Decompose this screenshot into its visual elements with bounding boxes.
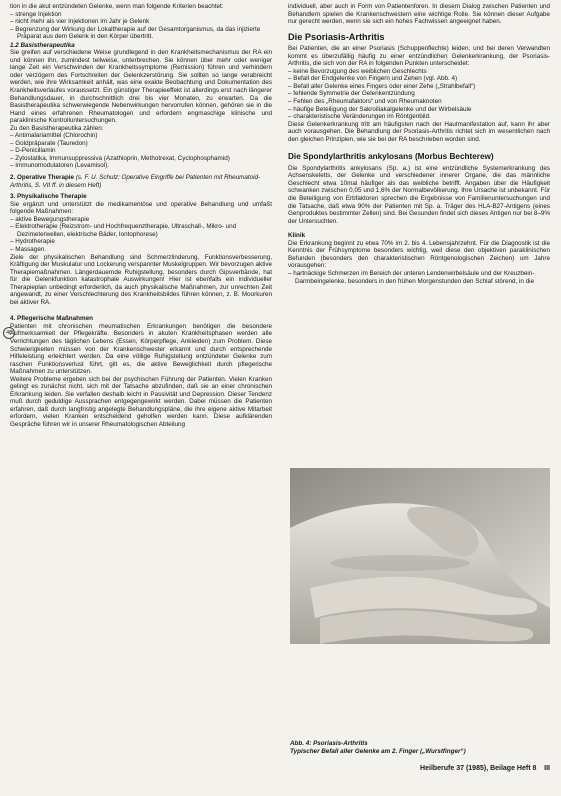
klinik-heading: Klinik	[288, 232, 306, 240]
figure-hand-photo	[290, 468, 550, 644]
list-item: – Elektrotherapie (Reizstrom- und Hochfrequenztherapie, Ultraschall-, Mikro- und Dezimeterwellen, elektrische Bäder, Iontophorese)	[10, 223, 272, 238]
psoriasis-list	[288, 68, 550, 121]
list-item: – Befall der Endgelenke von Fingern und Zehen (vgl. Abb. 4)	[288, 75, 550, 83]
basistherapie-list-intro: Zu den Basistherapeutika zählen:	[10, 124, 104, 132]
list-item: – keine Bevorzugung des weiblichen Geschlechts	[288, 68, 550, 76]
physical-text-2: Ziele der physikalischen Behandlung sind Schmerzlinderung, Funktionsverbesserung, Kräftigung der Muskulatur und Lockerung verspannter Muskelgruppen. Wir bevorzugen aktive Therapiemaßnahmen. Längerdauernde Ruhigstellung, besonders durch Gipsverbände, hat für die Gelenkfunktion katastrophale Auswirkungen! Hier ist ebenfalls ein individueller Therapieplan unbedingt erforderlich, da auch physikalische Maßnahmen, zur unrechten Zeit angewandt, zu einer Verschlechterung des Krankheitsbildes führen können, z. B. Moorkuren bei aktiver RA.	[10, 253, 272, 306]
klinik-list	[288, 270, 550, 285]
basistherapie-heading: 1.2 Basistherapeutika	[10, 41, 75, 49]
psoriasis-heading: Die Psoriasis-Arthritis	[288, 31, 385, 42]
list-item: – nicht mehr als vier Injektionen im Jahr je Gelenk	[10, 18, 272, 26]
spondyl-text: Die Spondylarthritis ankylosans (Sp. a.) ist eine entzündliche Systemerkrankung des Achsenskeletts, der Gelenke und verschiedener innerer Organe, die das männliche Geschlecht etwa 10mal häufiger als das weibliche betrifft. Angaben über die Häufigkeit schwanken zwischen 0,05 und 1,6% der Normalbevölkerung. Ihre Ursache ist unbekannt. Für die Beteiligung von Erbfaktoren sprechen die Ergebnisse von Familienuntersuchungen und die Tatsache, daß etwa 90% der Patienten mit Sp. a. Träger des HLA-B27-Antigens (eines Genproduktes bestimmter Zellen) sind. Bei Gesunden findet sich dieses Antigen nur bei 8–9% der Untersuchten.	[288, 164, 550, 225]
list-item: – fehlende Symmetrie der Gelenkentzündung	[288, 90, 550, 98]
left-column	[10, 3, 272, 429]
hand-photo-icon	[290, 468, 550, 644]
right-column	[288, 3, 550, 285]
list-item: – D-Penicillamin	[10, 147, 272, 155]
list-item: – Immunomodulatoren (Levamisol).	[10, 162, 272, 170]
psoriasis-text-2: Diese Gelenkerkrankung tritt am häufigsten nach der Hautmanifestation auf, kann ihr aber auch vorausgehen. Die Behandlung der Psoriasis-Arthritis richtet sich im wesentlichen nach den gleichen Prinzipien, wie sie bei der RA beschrieben worden sind.	[288, 120, 550, 143]
shadow	[330, 555, 470, 571]
list-item: – Zytostatika, Immunsuppressiva (Azathioprin, Methotrexat, Cyclophosphamid)	[10, 155, 272, 163]
operative-reference: (s. F. U. Schulz: Operative Eingriffe bei Patienten mit Rheumatoid-Arthritis, S. VII ff. in diesem Heft)	[10, 174, 261, 189]
list-item: – Begrenzung der Wirkung der Lokaltherapie auf der Gesamtorganismus, da das injizierte Präparat aus dem Gelenk in den Körper übertritt.	[10, 26, 272, 41]
klinik-text: Die Erkrankung beginnt zu etwa 70% im 2. bis 4. Lebensjahrzehnt. Für die Diagnostik ist die Kenntnis der Frühsymptome besonders wichtig, weil diese den objektiven paraklinischen Befunden (besonders den charakteristischen Röntgenologischen Zeichen) um Jahre vorausgehen:	[288, 239, 550, 270]
physical-heading: 3. Physikalische Therapie	[10, 193, 87, 201]
footer-text: Heilberufe 37 (1985), Beilage Heft 8	[420, 765, 537, 772]
right-intro: individuell, aber auch in Form von Patientenforen. In diesem Dialog zwischen Patienten und Behandlern spielen die Krankenschwestern eine wichtige Rolle. Sie können dieser Aufgabe nur gerecht werden, wenn sie sich ein hohes Fachwissen angeeignet haben.	[288, 3, 550, 26]
psoriasis-text: Bei Patienten, die an einer Psoriasis (Schuppenflechte) leiden, und bei deren Verwandten kommt es überzufällig häufig zu einer entzündlichen Gelenkerkrankung, der Psoriasis-Arthritis, die sich von der RA in folgenden Punkten unterscheidet:	[288, 45, 550, 68]
list-item: – strenge Injektion	[10, 11, 272, 19]
left-intro: tion in die akut entzündeten Gelenke, wenn man folgende Kriterien beachtet:	[10, 3, 224, 10]
physical-list	[10, 216, 272, 254]
list-item: – Hydrotherapie	[10, 238, 272, 246]
list-item: – Goldpräparate (Tauredon)	[10, 140, 272, 148]
list-item: – Antimalariamittel (Chlorochin)	[10, 132, 272, 140]
list-item: – Fehlen des „Rheumafaktors“ und von Rheumaknoten	[288, 98, 550, 106]
nursing-text: Patienten mit chronischen rheumatischen Erkrankungen benötigen die besondere Aufmerksamkeit der Pflegekräfte. Besonders in akuten Krankheitsphasen werden alle Verrichtungen des täglichen Lebens (Essen, Körperpflege, Ankleiden) zum Problem. Diese Schwierigkeiten müssen von der Krankenschwester erkannt und durch entsprechende Hilfeleistung erleichtert werden. Da eine völlige Ruhigstellung entzündeter Gelenke zum raschen Funktionsverlust führt, gilt es, die aktive Beweglichkeit durch pflegerische Maßnahmen zu unterstützen.	[10, 322, 272, 376]
list-item: – Massagen.	[10, 246, 272, 254]
spondyl-heading: Die Spondylarthritis ankylosans (Morbus Bechterew)	[288, 152, 494, 162]
figure-caption-label: Abb. 4:	[290, 740, 312, 747]
operative-heading	[10, 174, 272, 189]
list-item: – charakteristische Veränderungen im Röntgenbild.	[288, 113, 550, 121]
nursing-text-2: Weitere Probleme ergeben sich bei der psychischen Führung der Patienten. Vielen Kranken gelingt es zunächst nicht, sich mit der Tatsache abzufinden, daß sie an einer chronischen Erkrankung leiden. Sie verfallen deshalb leicht in Passivität und Depression. Dieser Tendenz muß durch geduldige Aussprachen entgegengewirkt werden. Dabei müssen die Patienten erfahren, daß durch langfristig angelegte Behandlungspläne, die ihre eigene aktive Mitarbeit erfordern, vielen Kranken entscheidend geholfen werden kann. Diese aufklärenden Gespräche führen wir in unserer Rheumatologischen Abteilung	[10, 375, 272, 428]
page-number: III	[544, 765, 550, 772]
list-item: – aktive Bewegungstherapie	[10, 216, 272, 224]
list-item: – hartnäckige Schmerzen im Bereich der unteren Lendenwirbelsäule und der Kreuzbein-Darmbeingelenke, besonders in den frühen Morgenstunden den Schlaf störend, in die	[288, 270, 550, 285]
page-footer	[380, 765, 550, 772]
physical-text: Sie ergänzt und unterstützt die medikamentöse und operative Behandlung und umfaßt folgende Maßnahmen:	[10, 200, 272, 216]
figure-caption-text: Typischer Befall aller Gelenke am 2. Finger („Wurstfinger“)	[290, 747, 466, 755]
list-item: – häufige Beteiligung der Sakroiliakalgelenke und der Wirbelsäule	[288, 106, 550, 114]
figure-caption	[290, 740, 552, 755]
operative-heading-text: 2. Operative Therapie	[10, 174, 75, 182]
basistherapie-text: Sie greifen auf verschiedene Weise grundlegend in den Krankheitsmechanismus der RA ein und können ihn, zumindest teilweise, unterbrechen. Sie können über mehr oder weniger lange Zeit ein Verschwinden der Krankheitssymptome (Remission) führen und verhindern oder verzögern des Fortschreiten der Gelenkzerstörung. Sie sollten so lange verabreicht werden, wie ihre Wirksamkeit anhält, was eine exakte Beobachtung und Dokumentation des Krankheitsverlaufes voraussetzt. Ein günstiger Therapieeffekt ist allerdings erst nach längerer Behandlungsdauer, in durchschnittlich drei bis vier Monaten, zu erwarten. Da die Basistherapeutika schwerwiegende Nebenwirkungen hervorrufen können, gehören sie in die Hand eines erfahrenen Rheumatologen und erfordern engmaschige klinische und paraklinische Kontrolluntersuchungen.	[10, 49, 272, 125]
nursing-heading: 4. Pflegerische Maßnahmen	[10, 315, 93, 323]
list-item: – Befall aller Gelenke eines Fingers oder einer Zehe („Strahlbefall“)	[288, 83, 550, 91]
intro-list	[10, 11, 272, 41]
figure-caption-title: Psoriasis-Arthritis	[313, 740, 368, 747]
basistherapie-list	[10, 132, 272, 170]
margin-mark: 48	[3, 327, 15, 339]
